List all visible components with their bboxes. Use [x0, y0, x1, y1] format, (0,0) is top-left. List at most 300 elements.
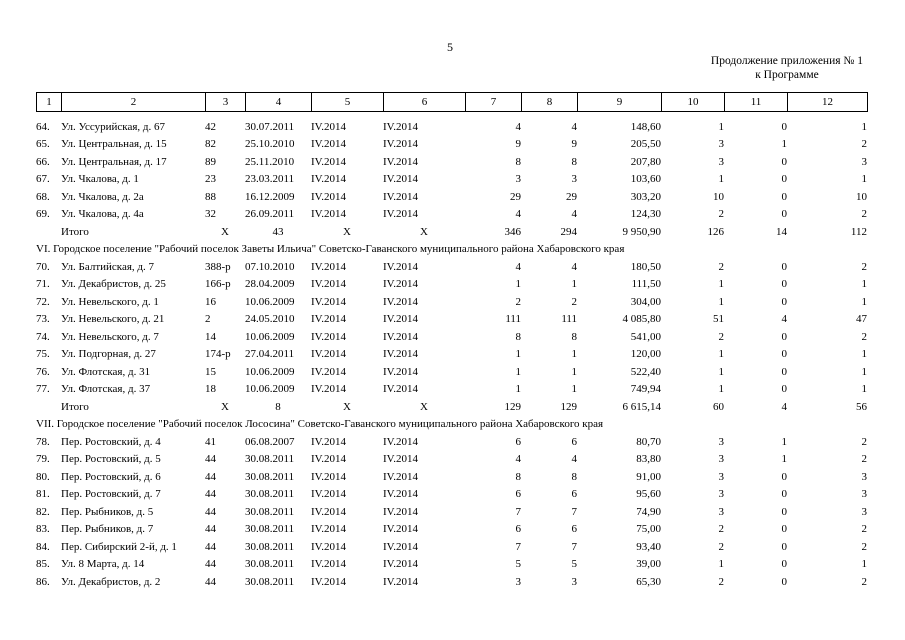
address-cell: Ул. Флотская, д. 37 — [61, 383, 151, 396]
plan-end-cell: IV.2014 — [383, 488, 418, 501]
row-number-cell: 70. — [36, 260, 50, 273]
section-heading: VII. Городское поселение "Рабочий поселок Лососина" Советско-Гаванского муниципального района Хабаровского края — [36, 418, 604, 431]
apartments-private-cell: 10 — [856, 190, 867, 203]
row-number-cell: 77. — [36, 383, 50, 396]
total-row — [36, 223, 867, 241]
apartments-private-cell: 2 — [861, 330, 867, 343]
doc-number-cell: 88 — [205, 190, 216, 203]
address-cell: Ул. Флотская, д. 31 — [61, 365, 151, 378]
address-cell: Ул. 8 Марта, д. 14 — [61, 558, 145, 571]
plan-start-cell: IV.2014 — [311, 173, 346, 186]
apartments-cell: 1 — [718, 558, 724, 571]
residents-count-cell: 29 — [566, 190, 577, 203]
section-heading: VI. Городское поселение "Рабочий поселок Заветы Ильича" Советско-Гаванского муниципального района Хабаровского края — [36, 243, 625, 256]
apartments-private-cell: 2 — [861, 435, 867, 448]
apartments-municipal-cell: 0 — [781, 260, 787, 273]
area-cell: 205,50 — [630, 138, 661, 151]
doc-date-cell: 30.08.2011 — [245, 505, 295, 518]
residents-total-cell: 1 — [515, 278, 521, 291]
header-cell: 6 — [384, 93, 466, 112]
residents-total-cell: 29 — [510, 190, 521, 203]
apartments-municipal-cell: 1 — [781, 138, 787, 151]
residents-count-cell: 3 — [571, 173, 577, 186]
apartments-private-cell: 2 — [861, 453, 867, 466]
total-doc-date-cell: 8 — [275, 400, 281, 413]
address-cell: Ул. Уссурийская, д. 67 — [61, 120, 165, 133]
residents-count-cell: 8 — [571, 330, 577, 343]
apartments-private-cell: 3 — [861, 488, 867, 501]
area-cell: 541,00 — [630, 330, 661, 343]
column-header-table — [36, 92, 868, 112]
doc-number-cell: 44 — [205, 453, 216, 466]
doc-date-cell: 28.04.2009 — [245, 278, 295, 291]
doc-number-cell: 89 — [205, 155, 216, 168]
table-row — [36, 556, 867, 574]
apartments-private-cell: 1 — [861, 558, 867, 571]
apartments-cell: 51 — [713, 313, 724, 326]
residents-total-cell: 9 — [515, 138, 521, 151]
apartments-private-cell: 2 — [861, 138, 867, 151]
area-cell: 749,94 — [630, 383, 661, 396]
apartments-municipal-cell: 1 — [781, 435, 787, 448]
total-doc-number-cell: X — [221, 225, 229, 238]
total-apartments-cell: 60 — [713, 400, 724, 413]
doc-number-cell: 14 — [205, 330, 216, 343]
row-number-cell: 81. — [36, 488, 50, 501]
apartments-cell: 2 — [718, 260, 724, 273]
table-row — [36, 328, 867, 346]
plan-end-cell: IV.2014 — [383, 190, 418, 203]
table-row — [36, 381, 867, 399]
table-row — [36, 451, 867, 469]
residents-count-cell: 1 — [571, 383, 577, 396]
residents-total-cell: 6 — [515, 488, 521, 501]
doc-date-cell: 30.08.2011 — [245, 558, 295, 571]
table-row — [36, 468, 867, 486]
plan-end-cell: IV.2014 — [383, 540, 418, 553]
residents-count-cell: 111 — [561, 313, 577, 326]
total-apartments-municipal-cell: 14 — [776, 225, 787, 238]
total-residents-total-cell: 129 — [504, 400, 521, 413]
apartments-private-cell: 2 — [861, 575, 867, 588]
apartments-cell: 3 — [718, 138, 724, 151]
plan-start-cell: IV.2014 — [311, 540, 346, 553]
residents-count-cell: 6 — [571, 435, 577, 448]
area-cell: 75,00 — [636, 523, 661, 536]
residents-count-cell: 8 — [571, 470, 577, 483]
address-cell: Ул. Невельского, д. 21 — [61, 313, 165, 326]
address-cell: Пер. Ростовский, д. 7 — [61, 488, 161, 501]
total-row — [36, 398, 867, 416]
apartments-private-cell: 1 — [861, 348, 867, 361]
residents-total-cell: 6 — [515, 523, 521, 536]
plan-end-cell: IV.2014 — [383, 575, 418, 588]
area-cell: 91,00 — [636, 470, 661, 483]
plan-start-cell: IV.2014 — [311, 383, 346, 396]
apartments-municipal-cell: 0 — [781, 523, 787, 536]
address-cell: Ул. Декабристов, д. 2 — [61, 575, 161, 588]
plan-end-cell: IV.2014 — [383, 470, 418, 483]
page-number: 5 — [447, 40, 453, 54]
area-cell: 93,40 — [636, 540, 661, 553]
apartments-municipal-cell: 0 — [781, 488, 787, 501]
apartments-municipal-cell: 1 — [781, 453, 787, 466]
plan-start-cell: IV.2014 — [311, 435, 346, 448]
doc-number-cell: 82 — [205, 138, 216, 151]
apartments-cell: 3 — [718, 505, 724, 518]
plan-start-cell: IV.2014 — [311, 348, 346, 361]
area-cell: 180,50 — [630, 260, 661, 273]
residents-count-cell: 7 — [571, 540, 577, 553]
row-number-cell: 76. — [36, 365, 50, 378]
address-cell: Пер. Ростовский, д. 5 — [61, 453, 161, 466]
total-doc-date-cell: 43 — [272, 225, 284, 238]
apartments-cell: 1 — [718, 383, 724, 396]
plan-end-cell: IV.2014 — [383, 260, 418, 273]
area-cell: 304,00 — [630, 295, 661, 308]
table-row — [36, 258, 867, 276]
doc-date-cell: 30.08.2011 — [245, 575, 295, 588]
doc-number-cell: 41 — [205, 435, 216, 448]
apartments-cell: 2 — [718, 523, 724, 536]
table-row — [36, 521, 867, 539]
table-row — [36, 293, 867, 311]
total-residents-count-cell: 129 — [560, 400, 577, 413]
header-cell: 11 — [725, 93, 788, 112]
residents-count-cell: 4 — [571, 120, 577, 133]
doc-date-cell: 30.08.2011 — [245, 523, 295, 536]
row-number-cell: 71. — [36, 278, 50, 291]
doc-number-cell: 42 — [205, 120, 216, 133]
address-cell: Пер. Ростовский, д. 6 — [61, 470, 161, 483]
area-cell: 83,80 — [636, 453, 661, 466]
apartments-cell: 3 — [718, 435, 724, 448]
apartments-municipal-cell: 0 — [781, 208, 787, 221]
apartments-cell: 1 — [718, 173, 724, 186]
plan-start-cell: IV.2014 — [311, 190, 346, 203]
row-number-cell: 79. — [36, 453, 50, 466]
plan-start-cell: IV.2014 — [311, 313, 346, 326]
area-cell: 74,90 — [636, 505, 661, 518]
apartments-municipal-cell: 0 — [781, 120, 787, 133]
continuation-line1: Продолжение приложения № 1 — [710, 55, 863, 67]
residents-total-cell: 1 — [515, 383, 521, 396]
residents-total-cell: 1 — [515, 348, 521, 361]
residents-count-cell: 4 — [571, 453, 577, 466]
apartments-cell: 2 — [718, 330, 724, 343]
total-row-number-cell — [36, 398, 61, 416]
header-cell: 10 — [662, 93, 725, 112]
table-row — [36, 538, 867, 556]
doc-date-cell: 30.08.2011 — [245, 453, 295, 466]
residents-count-cell: 6 — [571, 523, 577, 536]
row-number-cell: 73. — [36, 313, 50, 326]
area-cell: 124,30 — [630, 208, 661, 221]
apartments-private-cell: 1 — [861, 295, 867, 308]
row-number-cell: 84. — [36, 540, 50, 553]
row-number-cell: 65. — [36, 138, 50, 151]
header-cell: 3 — [206, 93, 246, 112]
plan-end-cell: IV.2014 — [383, 313, 418, 326]
residents-count-cell: 6 — [571, 488, 577, 501]
plan-end-cell: IV.2014 — [383, 138, 418, 151]
residents-count-cell: 1 — [571, 365, 577, 378]
apartments-cell: 1 — [718, 295, 724, 308]
apartments-private-cell: 1 — [861, 120, 867, 133]
plan-start-cell: IV.2014 — [311, 488, 346, 501]
plan-start-cell: IV.2014 — [311, 575, 346, 588]
header-row — [37, 93, 868, 112]
plan-end-cell: IV.2014 — [383, 348, 418, 361]
plan-end-cell: IV.2014 — [383, 173, 418, 186]
plan-start-cell: IV.2014 — [311, 120, 346, 133]
apartments-cell: 3 — [718, 453, 724, 466]
apartments-cell: 1 — [718, 120, 724, 133]
row-number-cell: 69. — [36, 208, 50, 221]
apartments-private-cell: 1 — [861, 383, 867, 396]
plan-end-cell: IV.2014 — [383, 365, 418, 378]
plan-end-cell: IV.2014 — [383, 278, 418, 291]
apartments-cell: 1 — [718, 365, 724, 378]
plan-end-cell: IV.2014 — [383, 558, 418, 571]
doc-date-cell: 10.06.2009 — [245, 295, 295, 308]
address-cell: Ул. Невельского, д. 7 — [61, 330, 159, 343]
plan-start-cell: IV.2014 — [311, 295, 346, 308]
address-cell: Пер. Ростовский, д. 4 — [61, 435, 161, 448]
plan-end-cell: IV.2014 — [383, 523, 418, 536]
doc-number-cell: 23 — [205, 173, 216, 186]
apartments-private-cell: 2 — [861, 208, 867, 221]
doc-number-cell: 388-р — [205, 260, 231, 273]
residents-total-cell: 7 — [515, 505, 521, 518]
header-cell: 8 — [522, 93, 578, 112]
row-number-cell: 72. — [36, 295, 50, 308]
apartments-private-cell: 2 — [861, 540, 867, 553]
continuation-note — [711, 54, 863, 82]
plan-end-cell: IV.2014 — [383, 208, 418, 221]
total-plan-end-cell: X — [420, 225, 428, 238]
residents-total-cell: 2 — [515, 295, 521, 308]
table-row — [36, 118, 867, 136]
total-plan-start-cell: X — [343, 225, 351, 238]
apartments-municipal-cell: 0 — [781, 540, 787, 553]
residents-total-cell: 111 — [505, 313, 521, 326]
doc-date-cell: 23.03.2011 — [245, 173, 295, 186]
plan-end-cell: IV.2014 — [383, 155, 418, 168]
address-cell: Ул. Чкалова, д. 4а — [61, 208, 144, 221]
residents-total-cell: 8 — [515, 330, 521, 343]
residents-total-cell: 8 — [515, 155, 521, 168]
table-row — [36, 433, 867, 451]
apartments-private-cell: 3 — [861, 470, 867, 483]
row-number-cell: 78. — [36, 435, 50, 448]
apartments-private-cell: 3 — [861, 155, 867, 168]
residents-total-cell: 6 — [515, 435, 521, 448]
address-cell: Ул. Центральная, д. 17 — [61, 155, 167, 168]
total-area-cell: 6 615,14 — [622, 400, 661, 413]
section-heading-row — [36, 416, 867, 434]
total-address-cell: Итого — [61, 225, 89, 238]
apartments-cell: 10 — [713, 190, 724, 203]
row-number-cell: 74. — [36, 330, 50, 343]
address-cell: Ул. Подгорная, д. 27 — [61, 348, 156, 361]
table-row — [36, 503, 867, 521]
plan-start-cell: IV.2014 — [311, 260, 346, 273]
total-residents-total-cell: 346 — [504, 225, 521, 238]
apartments-municipal-cell: 0 — [781, 558, 787, 571]
doc-date-cell: 30.08.2011 — [245, 540, 295, 553]
total-doc-number-cell: X — [221, 400, 229, 413]
table-row — [36, 363, 867, 381]
address-cell: Ул. Невельского, д. 1 — [61, 295, 159, 308]
doc-date-cell: 10.06.2009 — [245, 383, 295, 396]
table-row — [36, 153, 867, 171]
apartments-municipal-cell: 0 — [781, 383, 787, 396]
row-number-cell: 86. — [36, 575, 50, 588]
area-cell: 148,60 — [630, 120, 661, 133]
doc-date-cell: 30.08.2011 — [245, 488, 295, 501]
residents-total-cell: 8 — [515, 470, 521, 483]
apartments-cell: 2 — [718, 575, 724, 588]
table-row — [36, 346, 867, 364]
total-plan-end-cell: X — [420, 400, 428, 413]
apartments-municipal-cell: 0 — [781, 348, 787, 361]
area-cell: 95,60 — [636, 488, 661, 501]
doc-number-cell: 44 — [205, 523, 216, 536]
total-apartments-private-cell: 56 — [856, 400, 867, 413]
apartments-municipal-cell: 0 — [781, 470, 787, 483]
residents-count-cell: 5 — [571, 558, 577, 571]
header-cell: 4 — [246, 93, 312, 112]
total-apartments-cell: 126 — [707, 225, 724, 238]
apartments-cell: 3 — [718, 155, 724, 168]
address-cell: Ул. Чкалова, д. 1 — [61, 173, 139, 186]
doc-date-cell: 25.10.2010 — [245, 138, 295, 151]
header-cell: 7 — [466, 93, 522, 112]
data-table — [36, 118, 867, 591]
doc-number-cell: 166-р — [205, 278, 231, 291]
address-cell: Ул. Балтийская, д. 7 — [61, 260, 155, 273]
apartments-private-cell: 47 — [856, 313, 867, 326]
doc-date-cell: 10.06.2009 — [245, 330, 295, 343]
apartments-private-cell: 3 — [861, 505, 867, 518]
doc-number-cell: 18 — [205, 383, 216, 396]
residents-total-cell: 4 — [515, 208, 521, 221]
doc-date-cell: 30.08.2011 — [245, 470, 295, 483]
table-row — [36, 171, 867, 189]
total-apartments-municipal-cell: 4 — [781, 400, 787, 413]
apartments-municipal-cell: 4 — [781, 313, 787, 326]
table-row — [36, 188, 867, 206]
doc-number-cell: 32 — [205, 208, 216, 221]
address-cell: Ул. Декабристов, д. 25 — [61, 278, 166, 291]
area-cell: 303,20 — [630, 190, 661, 203]
plan-start-cell: IV.2014 — [311, 208, 346, 221]
plan-start-cell: IV.2014 — [311, 505, 346, 518]
header-cell: 9 — [578, 93, 662, 112]
plan-end-cell: IV.2014 — [383, 330, 418, 343]
row-number-cell: 85. — [36, 558, 50, 571]
doc-number-cell: 44 — [205, 575, 216, 588]
residents-count-cell: 3 — [571, 575, 577, 588]
plan-start-cell: IV.2014 — [311, 558, 346, 571]
total-plan-start-cell: X — [343, 400, 351, 413]
doc-number-cell: 44 — [205, 488, 216, 501]
doc-date-cell: 27.04.2011 — [245, 348, 295, 361]
area-cell: 111,50 — [631, 278, 661, 291]
plan-end-cell: IV.2014 — [383, 453, 418, 466]
residents-count-cell: 2 — [571, 295, 577, 308]
residents-count-cell: 1 — [571, 278, 577, 291]
area-cell: 80,70 — [636, 435, 661, 448]
apartments-municipal-cell: 0 — [781, 173, 787, 186]
apartments-private-cell: 2 — [861, 260, 867, 273]
residents-total-cell: 4 — [515, 260, 521, 273]
residents-count-cell: 9 — [571, 138, 577, 151]
table-row — [36, 486, 867, 504]
area-cell: 65,30 — [636, 575, 661, 588]
plan-end-cell: IV.2014 — [383, 295, 418, 308]
apartments-private-cell: 1 — [861, 278, 867, 291]
area-cell: 103,60 — [630, 173, 661, 186]
doc-number-cell: 44 — [205, 540, 216, 553]
residents-total-cell: 3 — [515, 173, 521, 186]
plan-start-cell: IV.2014 — [311, 523, 346, 536]
row-number-cell: 82. — [36, 505, 50, 518]
header-cell: 2 — [62, 93, 206, 112]
total-residents-count-cell: 294 — [560, 225, 577, 238]
header-cell: 12 — [788, 93, 868, 112]
apartments-municipal-cell: 0 — [781, 575, 787, 588]
plan-start-cell: IV.2014 — [311, 470, 346, 483]
table-row — [36, 136, 867, 154]
total-address-cell: Итого — [61, 400, 89, 413]
plan-start-cell: IV.2014 — [311, 453, 346, 466]
apartments-cell: 1 — [718, 278, 724, 291]
doc-number-cell: 16 — [205, 295, 216, 308]
doc-number-cell: 44 — [205, 505, 216, 518]
doc-number-cell: 2 — [205, 313, 211, 326]
total-apartments-private-cell: 112 — [850, 225, 867, 238]
apartments-cell: 2 — [718, 208, 724, 221]
residents-count-cell: 1 — [571, 348, 577, 361]
row-number-cell: 75. — [36, 348, 50, 361]
section-heading-row — [36, 241, 867, 259]
residents-total-cell: 5 — [515, 558, 521, 571]
apartments-municipal-cell: 0 — [781, 295, 787, 308]
plan-start-cell: IV.2014 — [311, 155, 346, 168]
apartments-cell: 3 — [718, 470, 724, 483]
apartments-cell: 2 — [718, 540, 724, 553]
table-row — [36, 311, 867, 329]
row-number-cell: 83. — [36, 523, 50, 536]
doc-date-cell: 26.09.2011 — [245, 208, 295, 221]
apartments-private-cell: 2 — [861, 523, 867, 536]
total-row-number-cell — [36, 223, 61, 241]
plan-end-cell: IV.2014 — [383, 120, 418, 133]
header-cell: 1 — [37, 93, 62, 112]
area-cell: 207,80 — [630, 155, 661, 168]
plan-start-cell: IV.2014 — [311, 365, 346, 378]
plan-end-cell: IV.2014 — [383, 383, 418, 396]
doc-date-cell: 10.06.2009 — [245, 365, 295, 378]
plan-start-cell: IV.2014 — [311, 278, 346, 291]
area-cell: 522,40 — [630, 365, 661, 378]
plan-end-cell: IV.2014 — [383, 435, 418, 448]
plan-end-cell: IV.2014 — [383, 505, 418, 518]
apartments-private-cell: 1 — [861, 173, 867, 186]
doc-number-cell: 15 — [205, 365, 216, 378]
